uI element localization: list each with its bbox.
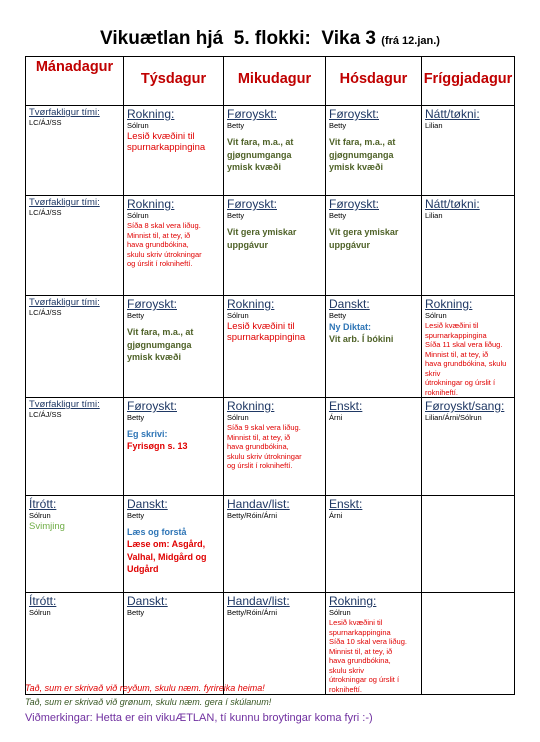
day-header-thursday: Hósdagur [326,57,422,106]
cell-r4-tuesday [124,398,224,496]
teacher-label: Betty [329,121,347,130]
homework-line: Læse om: Asgård, [127,539,206,549]
cell-r4-friday [422,398,515,496]
teacher-label: Sólrun [227,413,249,422]
classwork-line: Vit arb. Í bókini [329,334,394,344]
homework-line: Minnist til, at tey, ið [227,432,291,442]
teacher-label: Betty [329,311,347,320]
homework-line: Síða 8 skal vera liðug. [127,221,201,230]
cell-r5-wednesday [224,496,326,593]
homework-line: Fyrisøgn s. 13 [127,441,188,451]
teacher-label: Betty [127,311,145,320]
homework-line: hava grundbókina, skulu skriv [425,359,507,378]
homework-line: hava grundbókina, [127,240,189,249]
subject-label: Føroyskt: [329,197,379,211]
classwork-line: gjøgnumganga [227,149,292,160]
cell-r2-wednesday [224,196,326,296]
subject-label: Handav/list: [227,594,290,608]
classwork-line: ymisk kvæði [227,162,282,172]
homework-line: Síða 9 skal vera liðug. [227,423,301,432]
title-date-note: (frá 12.jan.) [381,35,440,47]
cell-r1-monday [26,106,124,196]
cell-r1-tuesday [124,106,224,196]
schedule-row [26,496,515,593]
cell-r1-wednesday [224,106,326,196]
homework-line: spurnarkappingina [329,627,391,637]
day-header-tuesday: Týsdagur [124,57,224,106]
homework-line: Lesið kvæðini til [329,618,383,627]
cell-r2-tuesday [124,196,224,296]
subject-label: Føroyskt: [127,297,177,311]
teacher-label: LC/ÁJ/SS [29,118,62,127]
subject-label: Nátt/tøkni: [425,197,480,211]
subject-label: Rokning: [329,594,377,608]
red-text-legend: Tað, sum er skrivað við reyðum, skulu næm. fyrireika heima! [25,683,265,693]
subject-label: Tvørfakligur tími: [29,197,100,208]
schedule-row [26,398,515,496]
cell-r1-friday [422,106,515,196]
weekly-schedule-table [25,56,515,695]
day-header-monday: Mánadagur [26,57,124,106]
classwork-line: Vit fara, m.a., at [329,137,396,147]
subject-label: Føroyskt: [329,107,379,121]
cell-r3-thursday [326,296,422,398]
homework-line: Minnist til, at tey, ið [329,646,393,656]
subject-label: Føroyskt: [227,197,277,211]
teacher-label: Betty/Róin/Árni [227,608,278,617]
subject-label: Tvørfakligur tími: [29,107,100,118]
green-text-legend: Tað, sum er skrivað við grønum, skulu næm. gera í skúlanum! [25,697,272,707]
subject-label: Tvørfakligur tími: [29,399,100,410]
cell-r6-tuesday [124,593,224,695]
teacher-label: Betty/Róin/Árni [227,511,278,520]
homework-line: Síða 11 skal vera liðug. [425,340,503,349]
subject-label: Nátt/tøkni: [425,107,480,121]
cell-r2-monday [26,196,124,296]
homework-line: rokniheftí. [425,387,458,397]
cell-r5-friday [422,496,515,593]
homework-line: hava grundbókina, [329,656,391,665]
classwork-line: Vit fara, m.a., at [227,137,294,147]
homework-line: Udgård [127,564,159,574]
subject-label: Rokning: [227,297,275,311]
cell-r2-friday [422,196,515,296]
teacher-label: Lilian [425,211,443,220]
teacher-label: Betty [227,211,245,220]
schedule-row [26,593,515,695]
title-main: Vikuætlan hjá 5. flokki: Vika 3 [100,28,376,49]
teacher-label: Sólrun [29,608,51,617]
teacher-label: Sólrun [227,311,249,320]
remarks-note: Viðmerkingar: Hetta er ein vikuÆTLAN, tí kunnu broytingar koma fyri :-) [25,712,373,724]
assignment-heading: Ny Diktat: [329,322,372,332]
schedule-row [26,106,515,196]
homework-line: hava grundbókina, [227,442,289,451]
subject-label: Enskt: [329,497,363,511]
subject-label: Tvørfakligur tími: [29,297,100,308]
homework-line: útrokningar og úrslit í [425,378,496,387]
subject-label: Rokning: [425,297,473,311]
subject-label: Danskt: [127,594,168,608]
teacher-label: Betty [329,211,347,220]
cell-r3-monday [26,296,124,398]
classwork-line: gjøgnumganga [329,149,394,160]
subject-label: Føroyskt/sang: [425,399,505,413]
day-header-row [26,57,515,106]
subject-label: Rokning: [127,107,175,121]
homework-line: Lesið kvæðini til [127,131,195,142]
homework-line: og úrslit í rokniheftí. [127,259,193,268]
subject-label: Føroyskt: [227,107,277,121]
teacher-label: Sólrun [425,311,447,320]
teacher-label: Lilian [425,121,443,130]
activity-line: Svimjing [29,521,65,532]
cell-r5-monday [26,496,124,593]
teacher-label: Betty [127,413,145,422]
day-header-friday: Fríggjadagur [422,57,515,106]
homework-line: Lesið kvæðini til [227,321,295,332]
teacher-label: Betty [127,608,145,617]
teacher-label: Lilian/Árni/Sólrun [425,413,482,422]
homework-line: Minnist til, at tey, ið [127,230,191,240]
cell-r3-wednesday [224,296,326,398]
classwork-line: Vit fara, m.a., at [127,327,194,337]
homework-line: spurnarkappingina [127,142,206,153]
cell-r4-monday [26,398,124,496]
cell-r5-tuesday [124,496,224,593]
cell-r6-wednesday [224,593,326,695]
cell-r2-thursday [326,196,422,296]
homework-line: Minnist til, at tey, ið [425,349,489,359]
cell-r6-friday [422,593,515,695]
classwork-line: gjøgnumganga [127,339,192,350]
classwork-line: uppgávur [329,239,371,250]
homework-line: og úrslit í rokniheftí. [227,461,293,470]
teacher-label: Sólrun [29,511,51,520]
page-title [0,28,540,50]
subject-label: Føroyskt: [127,399,177,413]
homework-line: spurnarkappingina [425,330,487,340]
homework-line: útrokningar og úrslit í [329,675,400,684]
teacher-label: Sólrun [127,121,149,130]
schedule-row [26,196,515,296]
classwork-line: ymisk kvæði [329,162,384,172]
subject-label: Enskt: [329,399,363,413]
homework-line: skulu skriv [329,665,365,675]
classwork-line: uppgávur [227,239,269,250]
teacher-label: LC/ÁJ/SS [29,208,62,217]
schedule-row [26,296,515,398]
teacher-label: Árni [329,413,343,422]
teacher-label: Betty [227,121,245,130]
homework-line: skulu skriv útrokningar [127,249,202,259]
homework-line: skulu skriv útrokningar [227,451,302,461]
subject-label: Rokning: [227,399,275,413]
classwork-line: Vit gera ymiskar [329,227,399,237]
day-header-wednesday: Mikudagur [224,57,326,106]
assignment-heading: Læs og forstå [127,527,187,537]
cell-r6-monday [26,593,124,695]
cell-r5-thursday [326,496,422,593]
teacher-label: Sólrun [329,608,351,617]
cell-r3-tuesday [124,296,224,398]
subject-label: Handav/list: [227,497,290,511]
teacher-label: LC/ÁJ/SS [29,308,62,317]
homework-line: Síða 10 skal vera liðug. [329,637,407,646]
subject-label: Ítrótt: [29,497,57,511]
cell-r4-thursday [326,398,422,496]
assignment-heading: Eg skrivi: [127,429,168,439]
cell-r3-friday [422,296,515,398]
subject-label: Danskt: [127,497,168,511]
homework-line: rokniheftí. [329,684,362,694]
subject-label: Rokning: [127,197,175,211]
homework-line: Lesið kvæðini til [425,321,479,330]
cell-r1-thursday [326,106,422,196]
teacher-label: Betty [127,511,145,520]
cell-r4-wednesday [224,398,326,496]
homework-line: Valhal, Midgård og [127,551,207,562]
classwork-line: ymisk kvæði [127,352,182,362]
cell-r6-thursday [326,593,422,695]
subject-label: Danskt: [329,297,370,311]
teacher-label: LC/ÁJ/SS [29,410,62,419]
classwork-line: Vit gera ymiskar [227,227,297,237]
teacher-label: Sólrun [127,211,149,220]
subject-label: Ítrótt: [29,594,57,608]
homework-line: spurnarkappingina [227,332,306,343]
teacher-label: Árni [329,511,343,520]
